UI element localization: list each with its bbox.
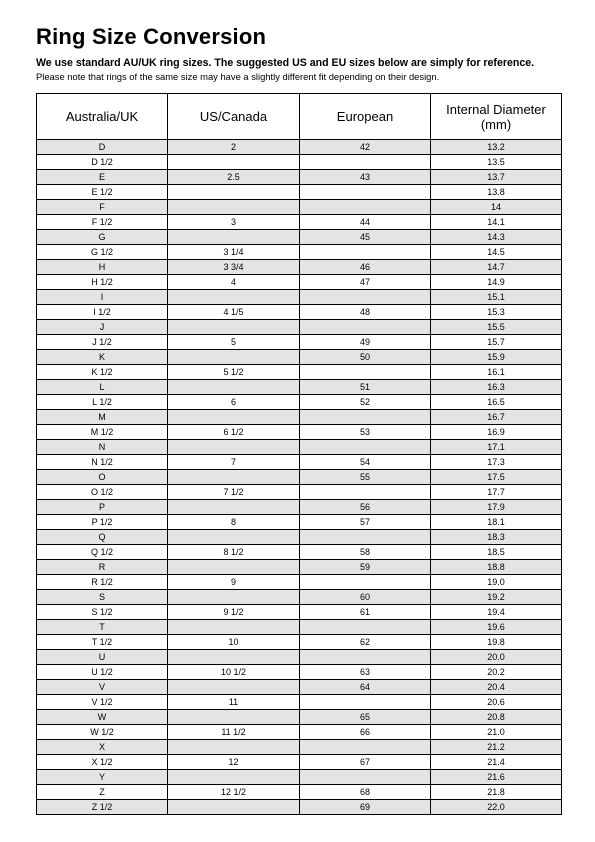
table-row	[37, 680, 562, 695]
table-row	[37, 365, 562, 380]
diameter-cell: 19.0	[431, 575, 562, 590]
au-uk-cell: J 1/2	[37, 335, 168, 350]
table-row	[37, 410, 562, 425]
table-row	[37, 710, 562, 725]
table-row	[37, 650, 562, 665]
au-uk-cell: E 1/2	[37, 185, 168, 200]
header-australia-uk: Australia/UK	[37, 94, 168, 140]
table-row	[37, 725, 562, 740]
us-canada-cell: 2.5	[168, 170, 300, 185]
european-cell: 67	[300, 755, 431, 770]
us-canada-cell: 5	[168, 335, 300, 350]
diameter-cell: 15.5	[431, 320, 562, 335]
table-header	[37, 94, 562, 140]
au-uk-cell: D 1/2	[37, 155, 168, 170]
diameter-cell: 14.9	[431, 275, 562, 290]
european-cell: 62	[300, 635, 431, 650]
diameter-cell: 14.7	[431, 260, 562, 275]
diameter-cell: 14.1	[431, 215, 562, 230]
table-row	[37, 305, 562, 320]
european-cell: 48	[300, 305, 431, 320]
diameter-cell: 13.5	[431, 155, 562, 170]
european-cell: 46	[300, 260, 431, 275]
au-uk-cell: Z	[37, 785, 168, 800]
european-cell: 64	[300, 680, 431, 695]
diameter-cell: 20.6	[431, 695, 562, 710]
diameter-cell: 15.1	[431, 290, 562, 305]
diameter-cell: 14.5	[431, 245, 562, 260]
us-canada-cell: 5 1/2	[168, 365, 300, 380]
us-canada-cell: 11 1/2	[168, 725, 300, 740]
diameter-cell: 16.1	[431, 365, 562, 380]
au-uk-cell: J	[37, 320, 168, 335]
us-canada-cell	[168, 185, 300, 200]
au-uk-cell: Q	[37, 530, 168, 545]
diameter-cell: 18.5	[431, 545, 562, 560]
table-row	[37, 380, 562, 395]
table-row	[37, 635, 562, 650]
diameter-cell: 18.8	[431, 560, 562, 575]
us-canada-cell: 12	[168, 755, 300, 770]
au-uk-cell: P	[37, 500, 168, 515]
us-canada-cell: 11	[168, 695, 300, 710]
table-row	[37, 140, 562, 155]
us-canada-cell	[168, 380, 300, 395]
au-uk-cell: U 1/2	[37, 665, 168, 680]
diameter-cell: 21.2	[431, 740, 562, 755]
table-row	[37, 740, 562, 755]
european-cell	[300, 365, 431, 380]
european-cell	[300, 650, 431, 665]
european-cell: 49	[300, 335, 431, 350]
diameter-cell: 21.6	[431, 770, 562, 785]
european-cell: 60	[300, 590, 431, 605]
header-european: European	[300, 94, 431, 140]
diameter-cell: 17.1	[431, 440, 562, 455]
diameter-cell: 19.8	[431, 635, 562, 650]
diameter-cell: 16.9	[431, 425, 562, 440]
diameter-cell: 13.7	[431, 170, 562, 185]
table-row	[37, 515, 562, 530]
intro-line-1: We use standard AU/UK ring sizes. The suggested US and EU sizes below are simply for reference.	[36, 57, 535, 69]
au-uk-cell: S 1/2	[37, 605, 168, 620]
table-body	[37, 140, 562, 815]
us-canada-cell	[168, 500, 300, 515]
european-cell: 68	[300, 785, 431, 800]
european-cell	[300, 200, 431, 215]
table-row	[37, 500, 562, 515]
page-title: Ring Size Conversion	[36, 24, 267, 49]
us-canada-cell	[168, 800, 300, 815]
diameter-cell: 19.2	[431, 590, 562, 605]
au-uk-cell: N	[37, 440, 168, 455]
us-canada-cell: 9 1/2	[168, 605, 300, 620]
header-internal-diameter: Internal Diameter (mm)	[431, 94, 562, 140]
au-uk-cell: W 1/2	[37, 725, 168, 740]
au-uk-cell: I 1/2	[37, 305, 168, 320]
diameter-cell: 20.8	[431, 710, 562, 725]
table-row	[37, 440, 562, 455]
us-canada-cell	[168, 770, 300, 785]
au-uk-cell: X 1/2	[37, 755, 168, 770]
au-uk-cell: L	[37, 380, 168, 395]
us-canada-cell: 4 1/5	[168, 305, 300, 320]
au-uk-cell: R	[37, 560, 168, 575]
diameter-cell: 17.3	[431, 455, 562, 470]
european-cell: 53	[300, 425, 431, 440]
au-uk-cell: P 1/2	[37, 515, 168, 530]
diameter-cell: 14.3	[431, 230, 562, 245]
us-canada-cell	[168, 590, 300, 605]
table-row	[37, 290, 562, 305]
european-cell	[300, 620, 431, 635]
european-cell: 57	[300, 515, 431, 530]
diameter-cell: 18.3	[431, 530, 562, 545]
au-uk-cell: U	[37, 650, 168, 665]
au-uk-cell: H	[37, 260, 168, 275]
au-uk-cell: T 1/2	[37, 635, 168, 650]
au-uk-cell: L 1/2	[37, 395, 168, 410]
table-row	[37, 755, 562, 770]
table-row	[37, 215, 562, 230]
diameter-cell: 18.1	[431, 515, 562, 530]
diameter-cell: 15.3	[431, 305, 562, 320]
diameter-cell: 14	[431, 200, 562, 215]
european-cell: 66	[300, 725, 431, 740]
table-row	[37, 230, 562, 245]
header-us-canada: US/Canada	[168, 94, 300, 140]
au-uk-cell: V 1/2	[37, 695, 168, 710]
au-uk-cell: D	[37, 140, 168, 155]
us-canada-cell: 10 1/2	[168, 665, 300, 680]
table-row	[37, 560, 562, 575]
european-cell: 54	[300, 455, 431, 470]
table-row	[37, 155, 562, 170]
european-cell	[300, 245, 431, 260]
table-row	[37, 425, 562, 440]
diameter-cell: 21.8	[431, 785, 562, 800]
diameter-cell: 20.2	[431, 665, 562, 680]
table-row	[37, 695, 562, 710]
au-uk-cell: T	[37, 620, 168, 635]
table-row	[37, 200, 562, 215]
diameter-cell: 17.9	[431, 500, 562, 515]
au-uk-cell: K	[37, 350, 168, 365]
table-row	[37, 320, 562, 335]
us-canada-cell: 6	[168, 395, 300, 410]
us-canada-cell	[168, 155, 300, 170]
diameter-cell: 17.7	[431, 485, 562, 500]
au-uk-cell: N 1/2	[37, 455, 168, 470]
us-canada-cell: 3	[168, 215, 300, 230]
table-row	[37, 665, 562, 680]
au-uk-cell: I	[37, 290, 168, 305]
european-cell: 51	[300, 380, 431, 395]
diameter-cell: 13.2	[431, 140, 562, 155]
intro-line-2: Please note that rings of the same size may have a slightly different fit depending on their design.	[36, 71, 440, 82]
table-row	[37, 530, 562, 545]
table-row	[37, 590, 562, 605]
european-cell: 59	[300, 560, 431, 575]
ring-size-table	[36, 93, 562, 815]
table-row	[37, 170, 562, 185]
us-canada-cell: 3 1/4	[168, 245, 300, 260]
diameter-cell: 15.9	[431, 350, 562, 365]
table-row	[37, 260, 562, 275]
us-canada-cell	[168, 440, 300, 455]
au-uk-cell: Y	[37, 770, 168, 785]
au-uk-cell: Z 1/2	[37, 800, 168, 815]
table-row	[37, 470, 562, 485]
european-cell	[300, 485, 431, 500]
au-uk-cell: K 1/2	[37, 365, 168, 380]
european-cell: 52	[300, 395, 431, 410]
us-canada-cell: 7 1/2	[168, 485, 300, 500]
european-cell	[300, 770, 431, 785]
european-cell	[300, 440, 431, 455]
table-row	[37, 605, 562, 620]
table-row	[37, 545, 562, 560]
european-cell: 56	[300, 500, 431, 515]
au-uk-cell: G 1/2	[37, 245, 168, 260]
us-canada-cell	[168, 710, 300, 725]
au-uk-cell: E	[37, 170, 168, 185]
diameter-cell: 19.6	[431, 620, 562, 635]
diameter-cell: 20.4	[431, 680, 562, 695]
us-canada-cell: 7	[168, 455, 300, 470]
european-cell	[300, 740, 431, 755]
table-row	[37, 455, 562, 470]
european-cell	[300, 185, 431, 200]
au-uk-cell: O 1/2	[37, 485, 168, 500]
au-uk-cell: O	[37, 470, 168, 485]
table-row	[37, 245, 562, 260]
au-uk-cell: F 1/2	[37, 215, 168, 230]
au-uk-cell: M 1/2	[37, 425, 168, 440]
us-canada-cell: 6 1/2	[168, 425, 300, 440]
au-uk-cell: G	[37, 230, 168, 245]
us-canada-cell	[168, 560, 300, 575]
table-row	[37, 800, 562, 815]
european-cell	[300, 410, 431, 425]
us-canada-cell	[168, 620, 300, 635]
us-canada-cell	[168, 350, 300, 365]
us-canada-cell	[168, 470, 300, 485]
table-row	[37, 185, 562, 200]
diameter-cell: 17.5	[431, 470, 562, 485]
table-row	[37, 575, 562, 590]
european-cell: 55	[300, 470, 431, 485]
european-cell: 61	[300, 605, 431, 620]
us-canada-cell	[168, 200, 300, 215]
us-canada-cell	[168, 650, 300, 665]
au-uk-cell: S	[37, 590, 168, 605]
european-cell: 69	[300, 800, 431, 815]
au-uk-cell: M	[37, 410, 168, 425]
diameter-cell: 13.8	[431, 185, 562, 200]
us-canada-cell	[168, 320, 300, 335]
us-canada-cell	[168, 230, 300, 245]
us-canada-cell	[168, 410, 300, 425]
diameter-cell: 15.7	[431, 335, 562, 350]
au-uk-cell: W	[37, 710, 168, 725]
european-cell: 58	[300, 545, 431, 560]
diameter-cell: 20.0	[431, 650, 562, 665]
au-uk-cell: R 1/2	[37, 575, 168, 590]
diameter-cell: 19.4	[431, 605, 562, 620]
european-cell: 50	[300, 350, 431, 365]
table-row	[37, 785, 562, 800]
us-canada-cell	[168, 740, 300, 755]
us-canada-cell: 10	[168, 635, 300, 650]
diameter-cell: 16.5	[431, 395, 562, 410]
au-uk-cell: F	[37, 200, 168, 215]
table-row	[37, 620, 562, 635]
us-canada-cell	[168, 290, 300, 305]
european-cell: 45	[300, 230, 431, 245]
european-cell	[300, 155, 431, 170]
european-cell: 63	[300, 665, 431, 680]
diameter-cell: 16.7	[431, 410, 562, 425]
au-uk-cell: Q 1/2	[37, 545, 168, 560]
european-cell: 44	[300, 215, 431, 230]
table-row	[37, 335, 562, 350]
au-uk-cell: X	[37, 740, 168, 755]
diameter-cell: 21.0	[431, 725, 562, 740]
us-canada-cell: 8 1/2	[168, 545, 300, 560]
au-uk-cell: V	[37, 680, 168, 695]
diameter-cell: 21.4	[431, 755, 562, 770]
european-cell: 65	[300, 710, 431, 725]
diameter-cell: 16.3	[431, 380, 562, 395]
european-cell: 43	[300, 170, 431, 185]
european-cell	[300, 290, 431, 305]
table-row	[37, 275, 562, 290]
header-row	[37, 94, 562, 140]
us-canada-cell	[168, 530, 300, 545]
us-canada-cell: 2	[168, 140, 300, 155]
diameter-cell: 22.0	[431, 800, 562, 815]
au-uk-cell: H 1/2	[37, 275, 168, 290]
us-canada-cell: 3 3/4	[168, 260, 300, 275]
european-cell	[300, 530, 431, 545]
us-canada-cell	[168, 680, 300, 695]
european-cell	[300, 575, 431, 590]
table-row	[37, 485, 562, 500]
european-cell: 47	[300, 275, 431, 290]
table-row	[37, 770, 562, 785]
european-cell	[300, 320, 431, 335]
european-cell: 42	[300, 140, 431, 155]
us-canada-cell: 9	[168, 575, 300, 590]
table-row	[37, 395, 562, 410]
table-row	[37, 350, 562, 365]
us-canada-cell: 4	[168, 275, 300, 290]
european-cell	[300, 695, 431, 710]
us-canada-cell: 12 1/2	[168, 785, 300, 800]
us-canada-cell: 8	[168, 515, 300, 530]
